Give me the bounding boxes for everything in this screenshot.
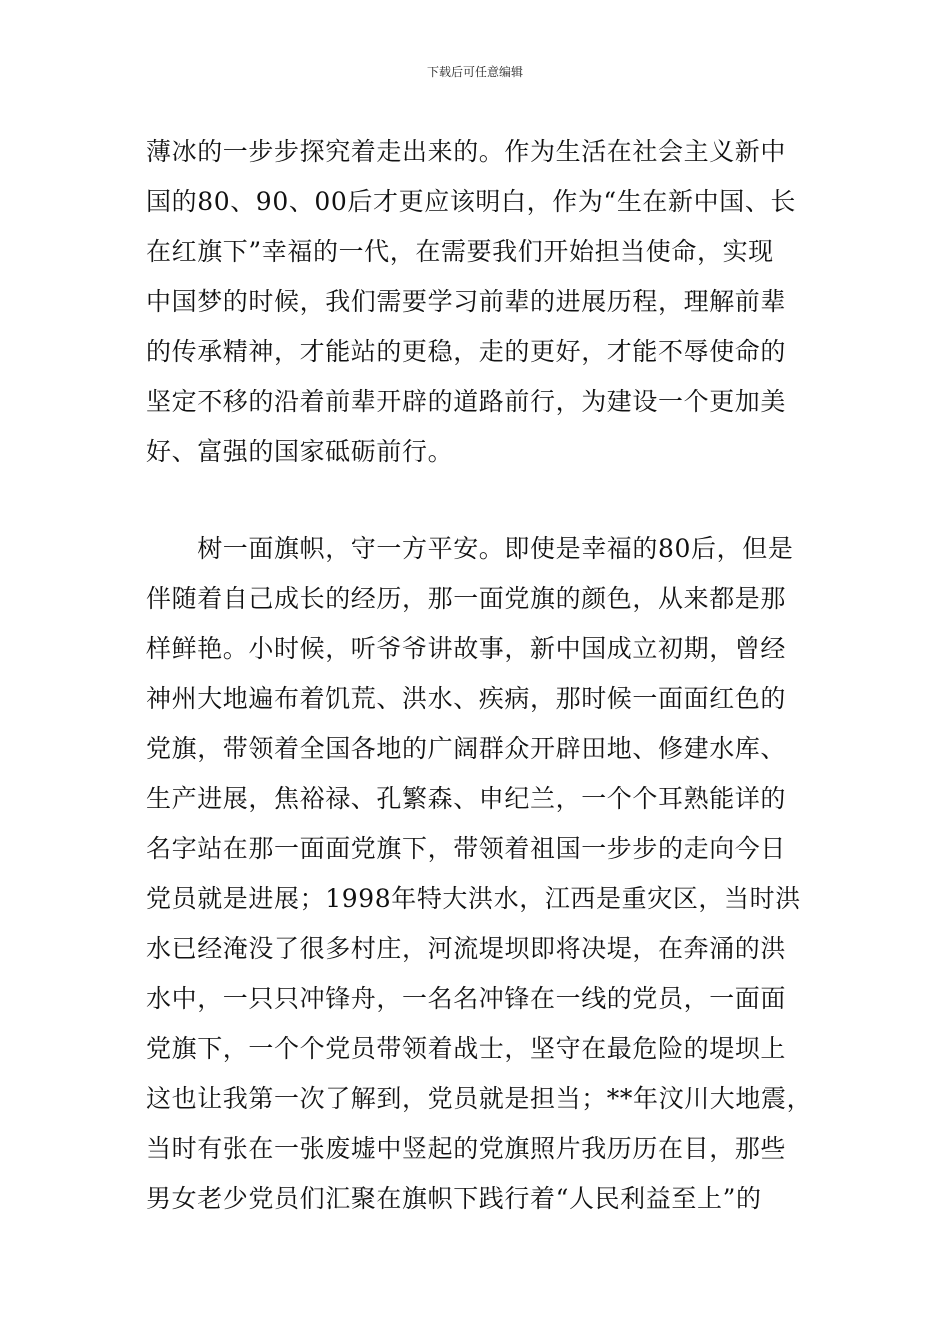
text-line: 树一面旗帜，守一方平安。即使是幸福的80后，但是 xyxy=(146,534,794,563)
text-line: 在红旗下”幸福的一代，在需要我们开始担当使命，实现 xyxy=(146,237,774,266)
text-line: 薄冰的一步步探究着走出来的。作为生活在社会主义新中 xyxy=(146,137,787,166)
text-line: 坚定不移的沿着前辈开辟的道路前行，为建设一个更加美 xyxy=(146,387,787,416)
text-line: 样鲜艳。小时候，听爷爷讲故事，新中国成立初期，曾经 xyxy=(146,634,787,663)
text-line: 水中，一只只冲锋舟，一名名冲锋在一线的党员，一面面 xyxy=(146,984,787,1013)
text-line: 国的80、90、00后才更应该明白，作为“生在新中国、长 xyxy=(146,187,797,216)
page-header: 下载后可任意编辑 xyxy=(426,65,523,79)
text-line: 神州大地遍布着饥荒、洪水、疾病，那时候一面面红色的 xyxy=(146,684,787,713)
text-line: 好、富强的国家砥砺前行。 xyxy=(146,437,454,466)
text-line: 名字站在那一面面党旗下，带领着祖国一步步的走向今日 xyxy=(146,834,787,863)
paragraph-2 xyxy=(146,524,813,1224)
text-line: 的传承精神，才能站的更稳，走的更好，才能不辱使命的 xyxy=(146,337,787,366)
text-line: 水已经淹没了很多村庄，河流堤坝即将决堤，在奔涌的洪 xyxy=(146,934,787,963)
text-line: 党旗下，一个个党员带领着战士，坚守在最危险的堤坝上 xyxy=(146,1034,787,1063)
text-line: 党员就是进展；1998年特大洪水，江西是重灾区，当时洪 xyxy=(146,884,801,913)
text-line: 伴随着自己成长的经历，那一面党旗的颜色，从来都是那 xyxy=(146,584,787,613)
text-line: 当时有张在一张废墟中竖起的党旗照片我历历在目，那些 xyxy=(146,1134,787,1163)
text-line: 这也让我第一次了解到，党员就是担当；**年汶川大地震， xyxy=(146,1084,813,1113)
text-line: 男女老少党员们汇聚在旗帜下践行着“人民利益至上”的 xyxy=(146,1184,762,1213)
text-line: 生产进展，焦裕禄、孔繁森、申纪兰，一个个耳熟能详的 xyxy=(146,784,787,813)
paragraph-1 xyxy=(146,127,808,477)
text-line: 党旗，带领着全国各地的广阔群众开辟田地、修建水库、 xyxy=(146,734,787,763)
text-line: 中国梦的时候，我们需要学习前辈的进展历程，理解前辈 xyxy=(146,287,787,316)
